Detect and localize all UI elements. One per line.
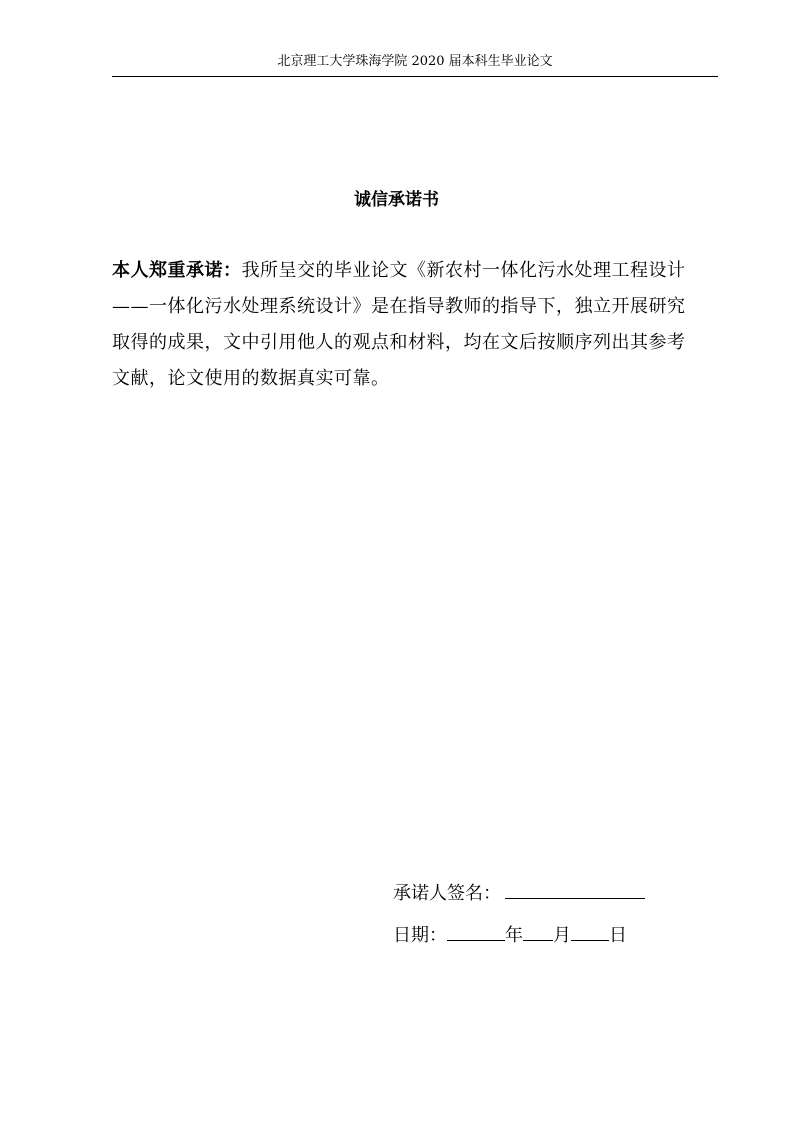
- year-label: 年: [505, 925, 523, 946]
- year-blank[interactable]: [447, 920, 505, 941]
- page-header: [112, 54, 718, 77]
- day-blank[interactable]: [571, 920, 609, 941]
- pledge-paragraph: [112, 253, 692, 397]
- document-title: 诚信承诺书: [354, 190, 439, 210]
- date-row: [393, 920, 627, 949]
- pledge-body: 我所呈交的毕业论文《新农村一体化污水处理工程设计——一体化污水处理系统设计》是在指导教师的指导下，独立开展研究取得的成果，文中引用他人的观点和材料，均在文后按顺序列出其参考文献，论文使用的数据真实可靠。: [112, 260, 686, 389]
- date-label: 日期：: [393, 925, 447, 946]
- month-label: 月: [553, 925, 571, 946]
- day-label: 日: [609, 925, 627, 946]
- signer-label: 承诺人签名：: [393, 883, 501, 904]
- signer-row: [393, 878, 645, 907]
- pledge-lead: 本人郑重承诺：: [112, 260, 242, 281]
- signer-signature-blank[interactable]: [505, 878, 645, 899]
- month-blank[interactable]: [523, 920, 553, 941]
- header-text: 北京理工大学珠海学院 2020 届本科生毕业论文: [277, 54, 553, 69]
